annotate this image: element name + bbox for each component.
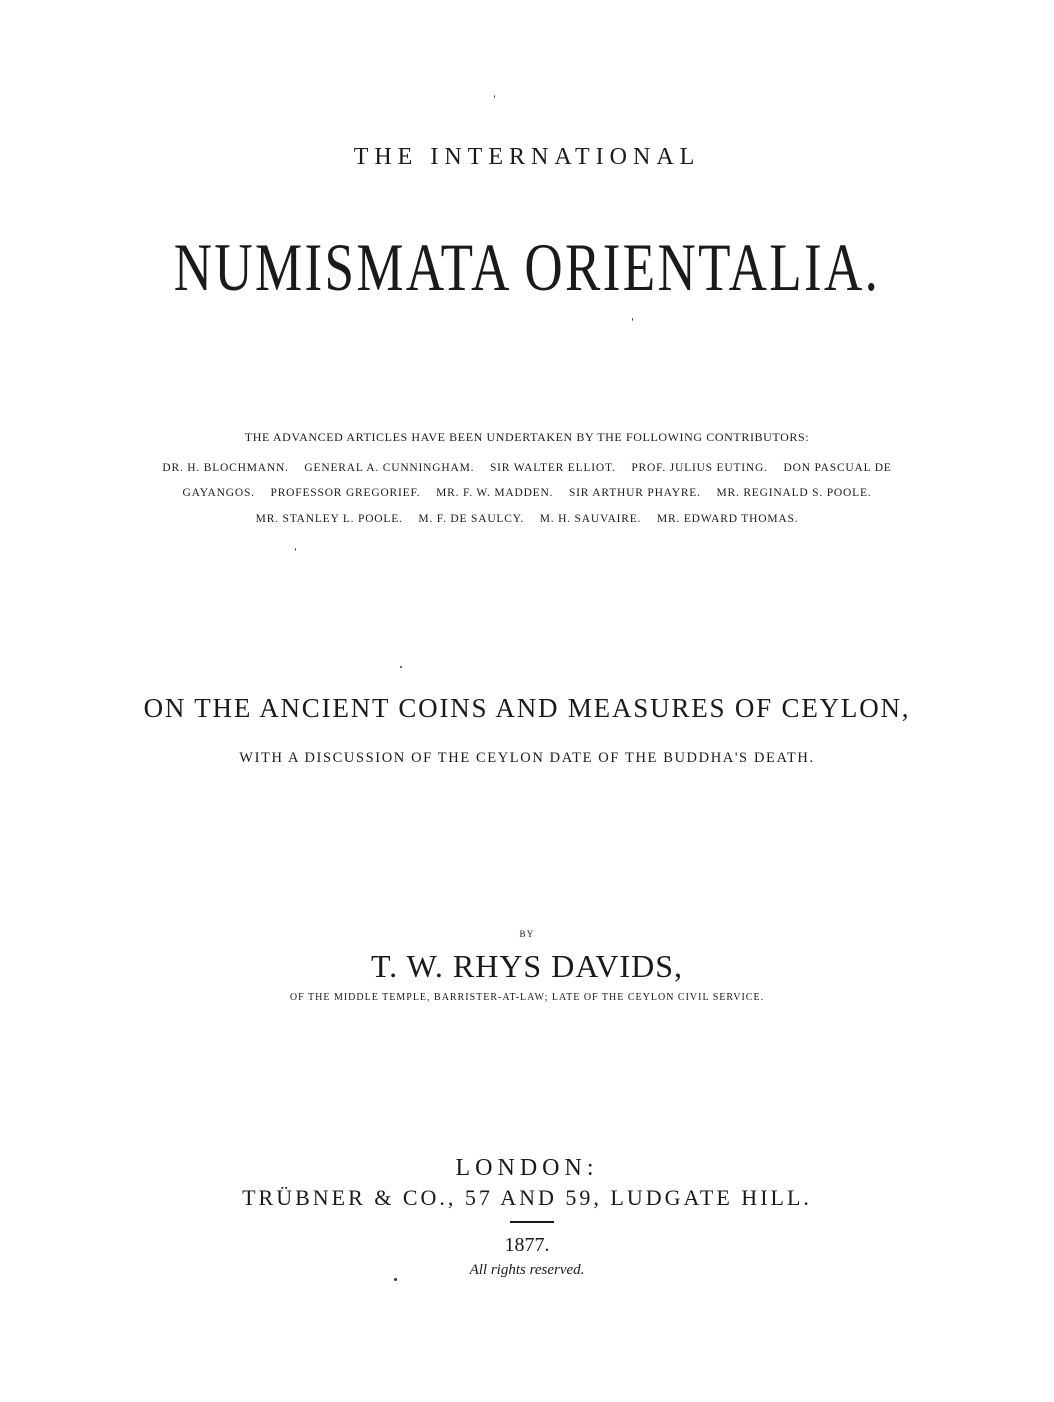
contributor-name: M. H. SAUVAIRE. bbox=[539, 513, 642, 525]
print-speck bbox=[295, 548, 296, 551]
imprint-publisher: TRÜBNER & CO., 57 AND 59, LUDGATE HILL. bbox=[242, 1185, 812, 1210]
author-affiliation: OF THE MIDDLE TEMPLE, BARRISTER-AT-LAW; LATE OF THE CEYLON CIVIL SERVICE. bbox=[289, 992, 765, 1003]
series-title: NUMISMATA ORIENTALIA. bbox=[173, 229, 881, 305]
imprint-year: 1877. bbox=[504, 1234, 550, 1256]
contributor-name: DON PASCUAL DE bbox=[783, 462, 892, 474]
contributors-line-3 bbox=[0, 513, 1054, 525]
imprint-city: LONDON: bbox=[455, 1155, 599, 1181]
contributor-name: MR. F. W. MADDEN. bbox=[436, 487, 554, 499]
contributor-name: GAYANGOS. bbox=[182, 487, 255, 499]
contributors-line-2 bbox=[0, 487, 1054, 499]
work-title: ON THE ANCIENT COINS AND MEASURES OF CEYLON, bbox=[143, 693, 911, 723]
print-speck bbox=[632, 318, 633, 321]
contributor-name: GENERAL A. CUNNINGHAM. bbox=[304, 462, 475, 474]
contributor-name: PROFESSOR GREGORIEF. bbox=[270, 487, 421, 499]
contributors-heading: THE ADVANCED ARTICLES HAVE BEEN UNDERTAKEN BY THE FOLLOWING CONTRIBUTORS: bbox=[244, 430, 810, 444]
contributor-name: MR. EDWARD THOMAS. bbox=[656, 513, 799, 525]
contributor-name: SIR WALTER ELLIOT. bbox=[489, 462, 616, 474]
contributor-name: M. F. DE SAULCY. bbox=[418, 513, 525, 525]
contributors-line-1 bbox=[0, 462, 1054, 474]
series-heading: THE INTERNATIONAL bbox=[353, 144, 701, 170]
print-speck bbox=[400, 666, 402, 668]
contributor-name: MR. STANLEY L. POOLE. bbox=[255, 513, 403, 525]
contributor-name: DR. H. BLOCHMANN. bbox=[162, 462, 289, 474]
contributor-name: MR. REGINALD S. POOLE. bbox=[716, 487, 872, 499]
print-speck bbox=[494, 95, 495, 98]
imprint-rule bbox=[510, 1221, 554, 1223]
contributor-name: PROF. JULIUS EUTING. bbox=[631, 462, 768, 474]
author-name: T. W. RHYS DAVIDS, bbox=[371, 948, 683, 984]
print-speck bbox=[394, 1278, 397, 1281]
by-label: BY bbox=[519, 929, 535, 939]
work-subtitle: WITH A DISCUSSION OF THE CEYLON DATE OF THE BUDDHA'S DEATH. bbox=[239, 750, 815, 766]
rights-notice: All rights reserved. bbox=[469, 1262, 585, 1278]
contributor-name: SIR ARTHUR PHAYRE. bbox=[568, 487, 701, 499]
